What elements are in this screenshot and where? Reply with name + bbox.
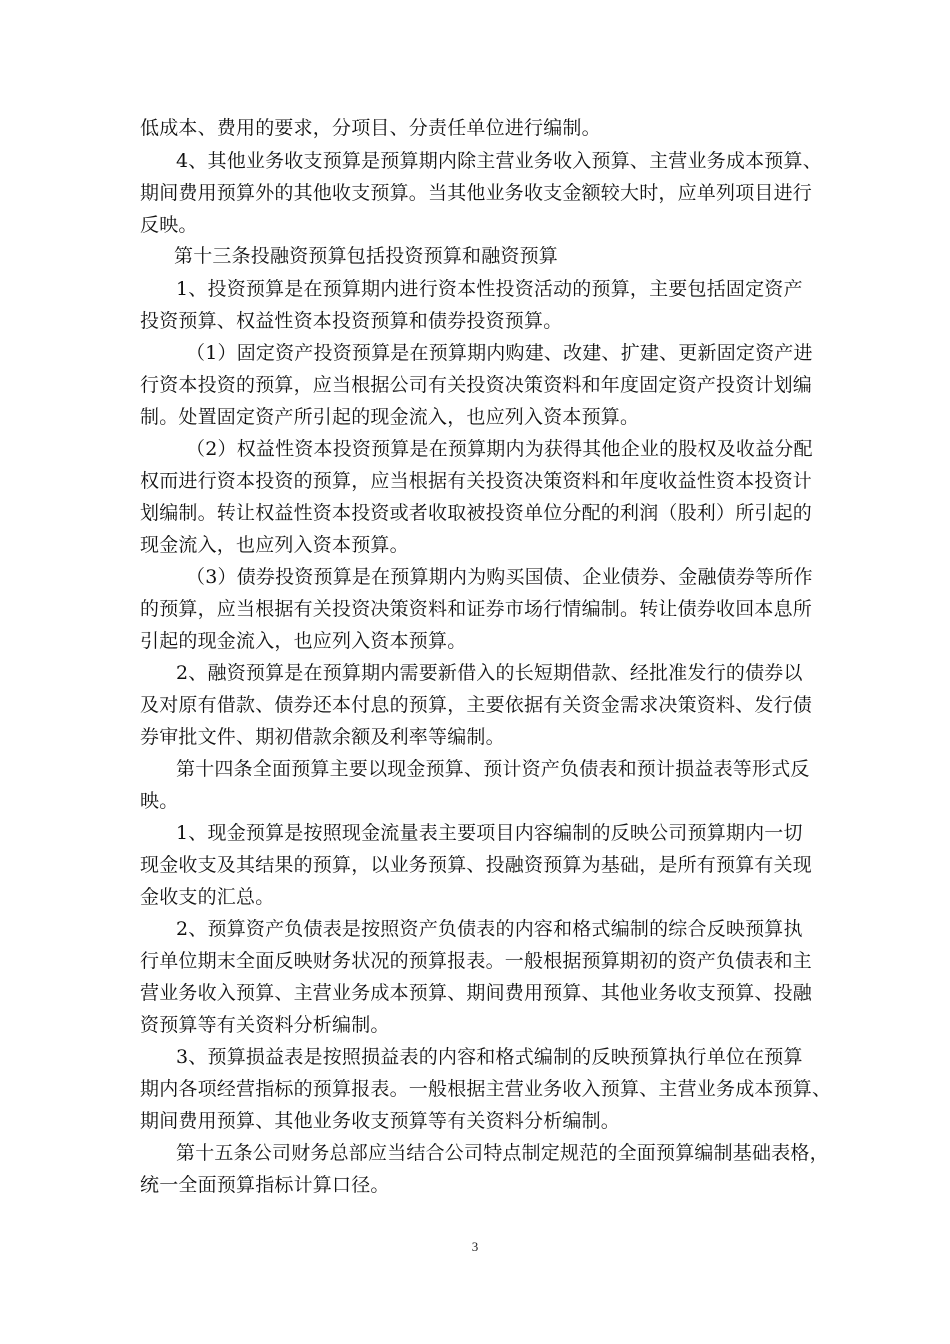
text-line: 2、预算资产负债表是按照资产负债表的内容和格式编制的综合反映预算执 xyxy=(176,918,803,940)
text-line: 制。处置固定资产所引起的现金流入，也应列入资本预算。 xyxy=(140,406,640,428)
text-line: 低成本、费用的要求，分项目、分责任单位进行编制。 xyxy=(140,117,601,139)
text-line: 4、其他业务收支预算是预算期内除主营业务收入预算、主营业务成本预算、 xyxy=(176,150,822,172)
text-line: 引起的现金流入，也应列入资本预算。 xyxy=(140,630,467,652)
text-line: 映。 xyxy=(140,790,179,812)
text-line: 投资预算、权益性资本投资预算和债券投资预算。 xyxy=(140,310,563,332)
text-line: 期间费用预算、其他业务收支预算等有关资料分析编制。 xyxy=(140,1110,621,1132)
text-line: 统一全面预算指标计算口径。 xyxy=(140,1174,390,1196)
text-line: 3、预算损益表是按照损益表的内容和格式编制的反映预算执行单位在预算 xyxy=(176,1046,803,1068)
text-line: 现金收支及其结果的预算，以业务预算、投融资预算为基础，是所有预算有关现 xyxy=(140,854,813,876)
text-line: 期内各项经营指标的预算报表。一般根据主营业务收入预算、主营业务成本预算、 xyxy=(140,1078,832,1100)
text-line: 权而进行资本投资的预算，应当根据有关投资决策资料和年度收益性资本投资计 xyxy=(140,470,813,492)
text-line: 1、投资预算是在预算期内进行资本性投资活动的预算，主要包括固定资产 xyxy=(176,278,803,300)
text-line: 现金流入，也应列入资本预算。 xyxy=(140,534,409,556)
text-line: （3）债券投资预算是在预算期内为购买国债、企业债券、金融债券等所作 xyxy=(186,566,813,588)
text-line: 券审批文件、期初借款余额及利率等编制。 xyxy=(140,726,505,748)
text-line: 2、融资预算是在预算期内需要新借入的长短期借款、经批准发行的债券以 xyxy=(176,662,803,684)
text-line: 行单位期末全面反映财务状况的预算报表。一般根据预算期初的资产负债表和主 xyxy=(140,950,813,972)
text-line: 第十五条公司财务总部应当结合公司特点制定规范的全面预算编制基础表格， xyxy=(176,1142,829,1164)
text-line: 及对原有借款、债券还本付息的预算，主要依据有关资金需求决策资料、发行债 xyxy=(140,694,813,716)
text-line: 期间费用预算外的其他收支预算。当其他业务收支金额较大时，应单列项目进行 xyxy=(140,182,813,204)
text-line: （1）固定资产投资预算是在预算期内购建、改建、扩建、更新固定资产进 xyxy=(186,342,813,364)
text-line: 第十三条投融资预算包括投资预算和融资预算 xyxy=(174,245,559,267)
text-line: 第十四条全面预算主要以现金预算、预计资产负债表和预计损益表等形式反 xyxy=(176,758,810,780)
text-line: （2）权益性资本投资预算是在预算期内为获得其他企业的股权及收益分配 xyxy=(186,438,813,460)
page-number: 3 xyxy=(471,1239,479,1254)
text-line: 行资本投资的预算，应当根据公司有关投资决策资料和年度固定资产投资计划编 xyxy=(140,374,813,396)
text-line: 的预算，应当根据有关投资决策资料和证券市场行情编制。转让债券收回本息所 xyxy=(140,598,813,620)
text-line: 营业务收入预算、主营业务成本预算、期间费用预算、其他业务收支预算、投融 xyxy=(140,982,813,1004)
text-line: 划编制。转让权益性资本投资或者收取被投资单位分配的利润（股利）所引起的 xyxy=(140,502,813,524)
text-line: 金收支的汇总。 xyxy=(140,886,275,908)
text-line: 1、现金预算是按照现金流量表主要项目内容编制的反映公司预算期内一切 xyxy=(176,822,803,844)
text-line: 资预算等有关资料分析编制。 xyxy=(140,1014,390,1036)
text-line: 反映。 xyxy=(140,214,198,236)
